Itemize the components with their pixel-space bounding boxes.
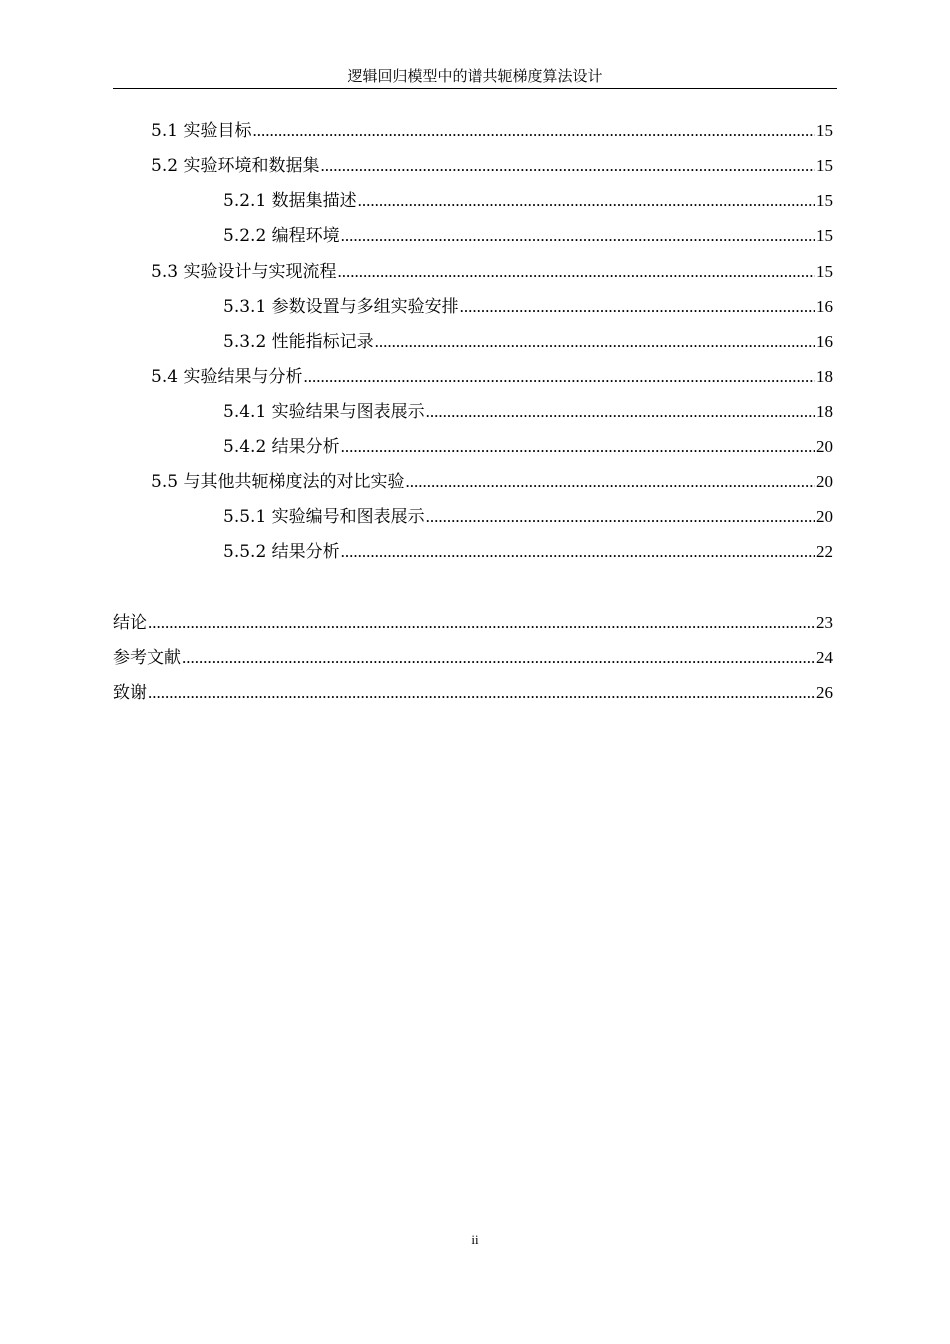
toc-entry-page: 18 bbox=[816, 402, 833, 421]
header-rule bbox=[113, 88, 837, 89]
toc-dot-leader bbox=[337, 260, 815, 284]
toc-entry-title: 5.3.1 参数设置与多组实验安排 bbox=[223, 297, 459, 317]
toc-dot-leader bbox=[182, 646, 815, 670]
toc-entry-title: 参考文献 bbox=[113, 648, 181, 668]
toc-entry-page: 15 bbox=[816, 226, 833, 245]
toc-entry-page: 16 bbox=[816, 297, 833, 316]
toc-entry-page: 15 bbox=[816, 262, 833, 281]
toc-entry-page: 20 bbox=[816, 507, 833, 526]
toc-entry-title: 5.2.1 数据集描述 bbox=[223, 191, 357, 211]
toc-entry-page: 16 bbox=[816, 332, 833, 351]
toc-entry[interactable] bbox=[223, 330, 833, 354]
toc-dot-leader bbox=[341, 435, 815, 459]
toc-entry[interactable] bbox=[151, 470, 833, 494]
toc-entry[interactable] bbox=[223, 435, 833, 459]
toc-entry-page: 18 bbox=[816, 367, 833, 386]
toc-entry-title: 5.1 实验目标 bbox=[151, 121, 252, 141]
toc-entry-title: 5.2.2 编程环境 bbox=[223, 226, 340, 246]
toc-entry-title: 5.3 实验设计与实现流程 bbox=[151, 262, 337, 282]
toc-entry-title: 5.3.2 性能指标记录 bbox=[223, 332, 374, 352]
toc-dot-leader bbox=[426, 505, 815, 529]
toc-entry[interactable] bbox=[151, 365, 833, 389]
toc-dot-leader bbox=[358, 189, 815, 213]
toc-entry[interactable] bbox=[151, 119, 833, 143]
toc-dot-leader bbox=[252, 119, 815, 143]
toc-dot-leader bbox=[341, 540, 815, 564]
toc-entry[interactable] bbox=[113, 611, 833, 635]
toc-entry-title: 5.4 实验结果与分析 bbox=[151, 367, 303, 387]
toc-dot-leader bbox=[320, 154, 815, 178]
toc-entry-title: 5.2 实验环境和数据集 bbox=[151, 156, 320, 176]
toc-dot-leader bbox=[148, 611, 815, 635]
toc-entry-title: 5.4.2 结果分析 bbox=[223, 437, 340, 457]
toc-dot-leader bbox=[460, 295, 815, 319]
toc-entry-title: 致谢 bbox=[113, 683, 147, 703]
toc-entry-title: 5.5.2 结果分析 bbox=[223, 542, 340, 562]
toc-entry-page: 26 bbox=[816, 683, 833, 702]
toc-entry-title: 5.5.1 实验编号和图表展示 bbox=[223, 507, 425, 527]
toc-entry[interactable] bbox=[151, 154, 833, 178]
toc-entry[interactable] bbox=[223, 189, 833, 213]
toc-entry[interactable] bbox=[113, 646, 833, 670]
toc-entry[interactable] bbox=[223, 540, 833, 564]
toc-entry-page: 24 bbox=[816, 648, 833, 667]
running-header: 逻辑回归模型中的谱共轭梯度算法设计 bbox=[347, 67, 603, 85]
toc-entry-page: 22 bbox=[816, 542, 833, 561]
toc-entry[interactable] bbox=[151, 260, 833, 284]
toc-dot-leader bbox=[303, 365, 815, 389]
toc-entry-page: 15 bbox=[816, 156, 833, 175]
toc-entry-title: 5.4.1 实验结果与图表展示 bbox=[223, 402, 425, 422]
toc-dot-leader bbox=[405, 470, 815, 494]
toc-entry[interactable] bbox=[223, 400, 833, 424]
toc-entry[interactable] bbox=[223, 505, 833, 529]
toc-dot-leader bbox=[375, 330, 815, 354]
page-number: ii bbox=[471, 1232, 479, 1247]
toc-entry[interactable] bbox=[113, 681, 833, 705]
toc-entry-title: 5.5 与其他共轭梯度法的对比实验 bbox=[151, 472, 405, 492]
toc-dot-leader bbox=[341, 224, 815, 248]
toc-entry[interactable] bbox=[223, 224, 833, 248]
toc-entry-page: 15 bbox=[816, 121, 833, 140]
toc-entry-page: 15 bbox=[816, 191, 833, 210]
toc-dot-leader bbox=[148, 681, 815, 705]
toc-entry-page: 23 bbox=[816, 613, 833, 632]
toc-dot-leader bbox=[426, 400, 815, 424]
toc-entry[interactable] bbox=[223, 295, 833, 319]
toc-entry-page: 20 bbox=[816, 472, 833, 491]
toc-entry-page: 20 bbox=[816, 437, 833, 456]
toc-entry-title: 结论 bbox=[113, 613, 147, 633]
